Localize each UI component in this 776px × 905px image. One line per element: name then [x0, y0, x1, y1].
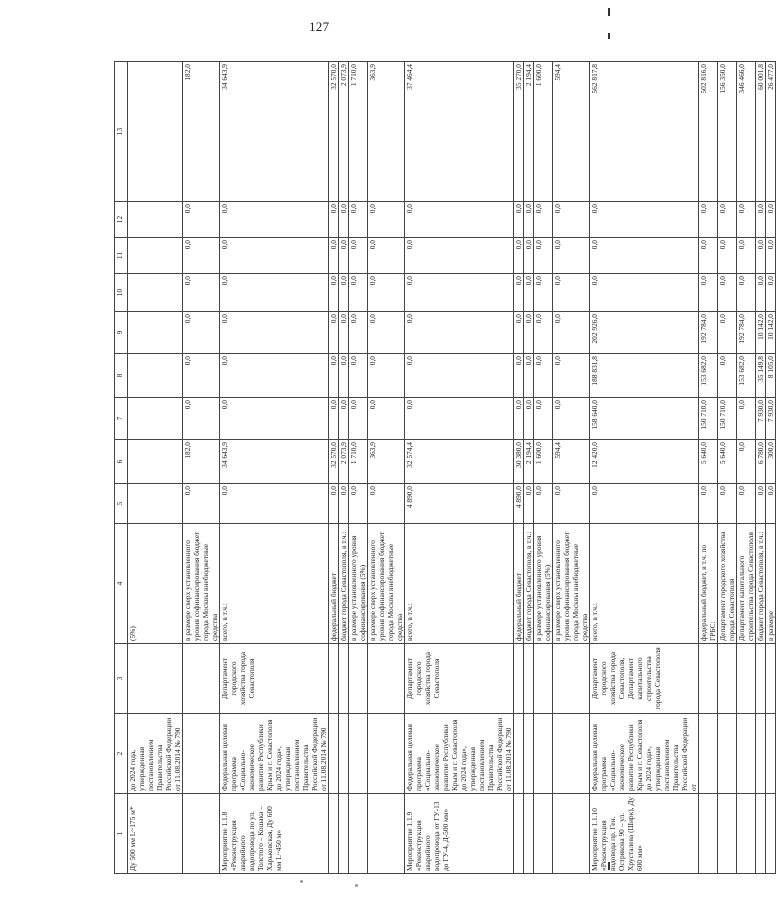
amount-cell: 0,0	[339, 398, 349, 440]
funding-source-cell: в размере установленного уровня софинансирования (5%)	[349, 524, 368, 644]
header-cell: 2	[115, 714, 128, 794]
header-cell: 11	[115, 238, 128, 274]
amount-cell	[128, 274, 183, 312]
amount-cell: 7 930,0	[766, 398, 776, 440]
amount-cell: 0,0	[220, 354, 329, 398]
amount-cell: 0,0	[534, 354, 553, 398]
amount-cell: 0,0	[405, 202, 514, 238]
program-cell	[339, 714, 349, 794]
table-row	[368, 62, 405, 874]
amount-cell: 150 710,0	[718, 398, 737, 440]
amount-cell: 0,0	[524, 274, 534, 312]
funding-source-cell: в размере сверх установленного уровня софинансирования бюджет города Москвы внебюджетные средства	[183, 524, 220, 644]
amount-cell: 0,0	[329, 202, 339, 238]
amount-cell: 30 380,0	[514, 440, 524, 484]
amount-cell: 0,0	[553, 484, 590, 524]
table-row	[590, 62, 699, 874]
program-cell	[766, 714, 776, 794]
measure-cell	[756, 794, 766, 874]
amount-cell	[128, 484, 183, 524]
executor-cell	[183, 644, 220, 714]
amount-cell: 35 149,8	[756, 354, 766, 398]
amount-cell: 0,0	[524, 398, 534, 440]
amount-cell: 300,0	[766, 440, 776, 484]
executor-cell	[339, 644, 349, 714]
amount-cell: 12 420,0	[590, 440, 699, 484]
amount-cell: 0,0	[405, 398, 514, 440]
amount-cell: 153 682,0	[699, 354, 718, 398]
amount-cell: 0,0	[524, 312, 534, 354]
table-row	[339, 62, 349, 874]
program-cell: Федеральная целевая программа «Социально-экономическое развитие Республики Крым и г. Севастополя до 2024 года», утвержденная постановлением Правительства Российской Федерации от	[590, 714, 699, 794]
program-cell	[183, 714, 220, 794]
measure-cell	[553, 794, 590, 874]
total-cell: 594,4	[553, 62, 590, 202]
amount-cell: 0,0	[183, 274, 220, 312]
funding-source-cell: всего, в т.ч.:	[590, 524, 699, 644]
measure-cell	[514, 794, 524, 874]
table-row	[329, 62, 339, 874]
amount-cell: 0,0	[339, 484, 349, 524]
funding-source-cell: всего, в т.ч.:	[220, 524, 329, 644]
amount-cell: 0,0	[514, 354, 524, 398]
amount-cell: 6 780,0	[756, 440, 766, 484]
amount-cell: 0,0	[534, 398, 553, 440]
amount-cell: 0,0	[737, 440, 756, 484]
amount-cell: 0,0	[349, 312, 368, 354]
amount-cell: 0,0	[718, 484, 737, 524]
amount-cell: 0,0	[183, 238, 220, 274]
header-cell: 7	[115, 398, 128, 440]
measure-cell	[329, 794, 339, 874]
amount-cell: 7 930,0	[756, 398, 766, 440]
amount-cell: 0,0	[534, 274, 553, 312]
measure-cell	[339, 794, 349, 874]
amount-cell: 0,0	[183, 398, 220, 440]
program-cell	[699, 714, 718, 794]
measure-cell	[718, 794, 737, 874]
amount-cell: 192 784,0	[699, 312, 718, 354]
total-cell: 32 570,0	[329, 62, 339, 202]
amount-cell: 0,0	[718, 238, 737, 274]
funding-source-cell: федеральный бюджет	[514, 524, 524, 644]
amount-cell: 5 640,0	[699, 440, 718, 484]
rotated-table-wrapper	[114, 62, 775, 874]
amount-cell: 0,0	[368, 354, 405, 398]
program-cell: до 2024 года, утвержденная постановлением Правительства Российской Федерации от 11.08.2014 № 790	[128, 714, 183, 794]
amount-cell: 32 574,4	[405, 440, 514, 484]
header-cell: 4	[115, 524, 128, 644]
total-cell: 1 710,0	[349, 62, 368, 202]
amount-cell: 0,0	[183, 484, 220, 524]
table-row	[756, 62, 766, 874]
total-cell: 37 464,4	[405, 62, 514, 202]
amount-cell: 0,0	[756, 484, 766, 524]
measure-cell	[368, 794, 405, 874]
table-row	[220, 62, 329, 874]
amount-cell: 32 570,0	[329, 440, 339, 484]
header-cell: 5	[115, 484, 128, 524]
header-cell: 9	[115, 312, 128, 354]
amount-cell: 0,0	[534, 202, 553, 238]
table-row	[699, 62, 718, 874]
program-cell	[553, 714, 590, 794]
amount-cell: 0,0	[339, 274, 349, 312]
amount-cell: 0,0	[349, 484, 368, 524]
amount-cell: 0,0	[339, 312, 349, 354]
executor-cell	[534, 644, 553, 714]
amount-cell: 0,0	[737, 238, 756, 274]
table-row	[553, 62, 590, 874]
amount-cell: 0,0	[737, 274, 756, 312]
table-row	[349, 62, 368, 874]
table-row	[737, 62, 756, 874]
header-cell: 3	[115, 644, 128, 714]
amount-cell: 0,0	[514, 238, 524, 274]
header-cell: 13	[115, 62, 128, 202]
executor-cell	[737, 644, 756, 714]
amount-cell: 0,0	[220, 238, 329, 274]
total-cell: 562 817,8	[590, 62, 699, 202]
amount-cell: 5 640,0	[718, 440, 737, 484]
funding-source-cell: в размере установленного уровня софинансирования (5%)	[534, 524, 553, 644]
executor-cell	[756, 644, 766, 714]
page-number: 127	[309, 19, 330, 34]
amount-cell: 0,0	[220, 312, 329, 354]
measure-cell	[524, 794, 534, 874]
amount-cell: 2 194,4	[524, 440, 534, 484]
amount-cell: 0,0	[756, 274, 766, 312]
amount-cell	[128, 440, 183, 484]
amount-cell: 0,0	[368, 312, 405, 354]
amount-cell: 34 643,9	[220, 440, 329, 484]
amount-cell: 0,0	[766, 484, 776, 524]
measure-cell	[349, 794, 368, 874]
scan-mark-right	[608, 33, 610, 39]
amount-cell: 0,0	[514, 274, 524, 312]
header-cell: 12	[115, 202, 128, 238]
amount-cell: 0,0	[368, 238, 405, 274]
amount-cell: 0,0	[553, 354, 590, 398]
amount-cell: 0,0	[553, 274, 590, 312]
amount-cell: 0,0	[737, 202, 756, 238]
funding-source-cell: в размере	[766, 524, 776, 644]
amount-cell: 0,0	[534, 484, 553, 524]
amount-cell: 1 600,0	[534, 440, 553, 484]
amount-cell: 0,0	[590, 238, 699, 274]
scan-speck	[355, 884, 358, 887]
amount-cell: 0,0	[590, 484, 699, 524]
table-row	[183, 62, 220, 874]
amount-cell: 0,0	[766, 274, 776, 312]
executor-cell	[766, 644, 776, 714]
amount-cell: 0,0	[329, 354, 339, 398]
measure-cell: Мероприятие 1.1.10 «Реконструкция водовода пр. Ген. Острякова 90 – ул. Хрусталева (Ширк), Ду 600 мм»	[590, 794, 699, 874]
amount-cell: 0,0	[368, 398, 405, 440]
amount-cell: 0,0	[524, 238, 534, 274]
total-cell: 2 073,9	[339, 62, 349, 202]
amount-cell: 0,0	[405, 238, 514, 274]
program-cell	[534, 714, 553, 794]
amount-cell: 0,0	[524, 202, 534, 238]
amount-cell: 158 640,0	[590, 398, 699, 440]
amount-cell: 0,0	[514, 202, 524, 238]
program-cell	[524, 714, 534, 794]
funding-source-cell: (5%)	[128, 524, 183, 644]
table-row	[524, 62, 534, 874]
executor-cell	[368, 644, 405, 714]
table-row	[514, 62, 524, 874]
total-cell: 34 643,9	[220, 62, 329, 202]
amount-cell: 0,0	[329, 274, 339, 312]
amount-cell: 0,0	[766, 202, 776, 238]
amount-cell: 0,0	[405, 312, 514, 354]
amount-cell: 0,0	[553, 202, 590, 238]
program-cell	[329, 714, 339, 794]
total-cell: 346 466,0	[737, 62, 756, 202]
amount-cell: 0,0	[349, 274, 368, 312]
amount-cell: 0,0	[737, 398, 756, 440]
table-row	[718, 62, 737, 874]
amount-cell: 0,0	[699, 202, 718, 238]
header-cell: 1	[115, 794, 128, 874]
funding-source-cell: федеральный бюджет, в т.ч. по ГРБС:	[699, 524, 718, 644]
amount-cell: 202 926,0	[590, 312, 699, 354]
total-cell	[128, 62, 183, 202]
amount-cell: 0,0	[718, 354, 737, 398]
program-cell	[756, 714, 766, 794]
total-cell: 156 350,0	[718, 62, 737, 202]
amount-cell: 0,0	[339, 202, 349, 238]
amount-cell	[128, 238, 183, 274]
executor-cell	[718, 644, 737, 714]
total-cell: 502 816,0	[699, 62, 718, 202]
table-row	[534, 62, 553, 874]
amount-cell: 0,0	[699, 274, 718, 312]
measure-cell	[183, 794, 220, 874]
amount-cell: 0,0	[368, 202, 405, 238]
funding-source-cell: Департамент городского хозяйства города Севастополя	[718, 524, 737, 644]
amount-cell: 0,0	[534, 238, 553, 274]
amount-cell	[128, 398, 183, 440]
amount-cell: 150 710,0	[699, 398, 718, 440]
executor-cell	[329, 644, 339, 714]
total-cell: 363,9	[368, 62, 405, 202]
amount-cell: 0,0	[590, 274, 699, 312]
amount-cell: 0,0	[756, 202, 766, 238]
measure-cell	[737, 794, 756, 874]
amount-cell: 153 682,0	[737, 354, 756, 398]
total-cell: 60 001,8	[756, 62, 766, 202]
amount-cell: 0,0	[368, 274, 405, 312]
amount-cell: 0,0	[553, 398, 590, 440]
amount-cell: 0,0	[368, 484, 405, 524]
table-body	[128, 62, 776, 874]
amount-cell: 0,0	[183, 202, 220, 238]
amount-cell: 0,0	[349, 398, 368, 440]
amount-cell: 0,0	[699, 238, 718, 274]
amount-cell: 2 073,9	[339, 440, 349, 484]
amount-cell: 0,0	[553, 312, 590, 354]
measure-cell	[766, 794, 776, 874]
amount-cell: 0,0	[590, 202, 699, 238]
executor-cell: Департамент городского хозяйства города Севастополя	[220, 644, 329, 714]
measure-cell: Мероприятие 1.1.8 «Реконструкция аварийного водопровода по ул. Толстого – Кошака – Харьковская, Ду 600 мм L~450 м»	[220, 794, 329, 874]
funding-source-cell: бюджет города Севастополя, в т.ч.:	[524, 524, 534, 644]
amount-cell: 0,0	[220, 484, 329, 524]
amount-cell: 4 890,0	[405, 484, 514, 524]
measure-cell: Мероприятие 1.1.9 «Реконструкция аварийного водопровода от ГУ-13 до ГУ-4, Д-500 мм»	[405, 794, 514, 874]
amount-cell: 0,0	[514, 312, 524, 354]
executor-cell	[128, 644, 183, 714]
amount-cell: 0,0	[329, 312, 339, 354]
amount-cell: 0,0	[524, 354, 534, 398]
amount-cell: 0,0	[405, 354, 514, 398]
amount-cell: 0,0	[349, 354, 368, 398]
program-cell: Федеральная целевая программа «Социально-экономическое развитие Республики Крым и г. Севастополя до 2024 года», утвержденная постановлением Правительства Российской Федерации от 11.08.2014 № 790	[405, 714, 514, 794]
amount-cell: 0,0	[349, 202, 368, 238]
amount-cell: 0,0	[220, 274, 329, 312]
amount-cell: 1 710,0	[349, 440, 368, 484]
header-row	[115, 62, 128, 874]
table-row	[128, 62, 183, 874]
amount-cell: 0,0	[534, 312, 553, 354]
amount-cell: 0,0	[339, 238, 349, 274]
total-cell: 2 194,4	[524, 62, 534, 202]
amount-cell: 10 142,0	[766, 312, 776, 354]
program-cell	[737, 714, 756, 794]
amount-cell: 0,0	[349, 238, 368, 274]
amount-cell: 0,0	[329, 398, 339, 440]
total-cell: 1 600,0	[534, 62, 553, 202]
funding-source-cell: бюджет города Севастополя, в т.ч.:	[756, 524, 766, 644]
amount-cell: 363,9	[368, 440, 405, 484]
table-row	[766, 62, 776, 874]
amount-cell: 0,0	[737, 484, 756, 524]
amount-cell: 4 890,0	[514, 484, 524, 524]
amount-cell	[128, 202, 183, 238]
amount-cell: 0,0	[514, 398, 524, 440]
amount-cell: 594,4	[553, 440, 590, 484]
amount-cell: 0,0	[183, 312, 220, 354]
funding-source-cell: Департамент капитального строительства города Севастополя	[737, 524, 756, 644]
total-cell: 26 477,0	[766, 62, 776, 202]
amount-cell: 182,0	[183, 440, 220, 484]
executor-cell	[514, 644, 524, 714]
amount-cell: 0,0	[329, 238, 339, 274]
header-cell: 8	[115, 354, 128, 398]
header-cell: 6	[115, 440, 128, 484]
amount-cell: 0,0	[718, 312, 737, 354]
amount-cell: 10 142,0	[756, 312, 766, 354]
scan-speck	[300, 880, 303, 883]
program-cell: Федеральная целевая программа «Социально-экономическое развитие Республики Крым и г. Севастополя до 2024 года», утвержденная постановлением Правительства Российской Федерации от 11.08.2014 № 790	[220, 714, 329, 794]
amount-cell	[128, 354, 183, 398]
amount-cell: 0,0	[699, 484, 718, 524]
amount-cell: 8 105,0	[766, 354, 776, 398]
program-cell	[349, 714, 368, 794]
amount-cell: 0,0	[756, 238, 766, 274]
funding-source-cell: всего, в т.ч.:	[405, 524, 514, 644]
amount-cell: 0,0	[220, 202, 329, 238]
amount-cell: 0,0	[766, 238, 776, 274]
funding-source-cell: бюджет города Севастополя, в т.ч.:	[339, 524, 349, 644]
table-row	[405, 62, 514, 874]
amount-cell	[128, 312, 183, 354]
executor-cell: Департамент городского хозяйства города Севастополя	[405, 644, 514, 714]
executor-cell	[524, 644, 534, 714]
amount-cell: 0,0	[524, 484, 534, 524]
funding-source-cell: в размере сверх установленного уровня софинансирования бюджет города Москвы внебюджетные средства	[553, 524, 590, 644]
program-cell	[718, 714, 737, 794]
amount-cell: 192 784,0	[737, 312, 756, 354]
amount-cell: 0,0	[183, 354, 220, 398]
measure-cell	[534, 794, 553, 874]
program-cell	[368, 714, 405, 794]
amount-cell: 0,0	[553, 238, 590, 274]
executor-cell	[699, 644, 718, 714]
amount-cell: 0,0	[718, 202, 737, 238]
amount-cell: 0,0	[329, 484, 339, 524]
measure-cell: Ду 500 мм L~175 м*	[128, 794, 183, 874]
amount-cell: 0,0	[405, 274, 514, 312]
scan-mark-top	[608, 8, 610, 16]
executor-cell	[349, 644, 368, 714]
executor-cell	[553, 644, 590, 714]
amount-cell: 0,0	[718, 274, 737, 312]
funding-source-cell: в размере сверх установленного уровня софинансирования бюджет города Москвы внебюджетные средства	[368, 524, 405, 644]
total-cell: 182,0	[183, 62, 220, 202]
funding-source-cell: федеральный бюджет	[329, 524, 339, 644]
amount-cell: 188 831,8	[590, 354, 699, 398]
budget-table	[114, 61, 776, 874]
total-cell: 35 270,0	[514, 62, 524, 202]
amount-cell: 0,0	[339, 354, 349, 398]
measure-cell	[699, 794, 718, 874]
header-cell: 10	[115, 274, 128, 312]
executor-cell: Департамент городского хозяйства города Севастополя, Департамент капитального строительства города Севастополя	[590, 644, 699, 714]
amount-cell: 0,0	[220, 398, 329, 440]
program-cell	[514, 714, 524, 794]
